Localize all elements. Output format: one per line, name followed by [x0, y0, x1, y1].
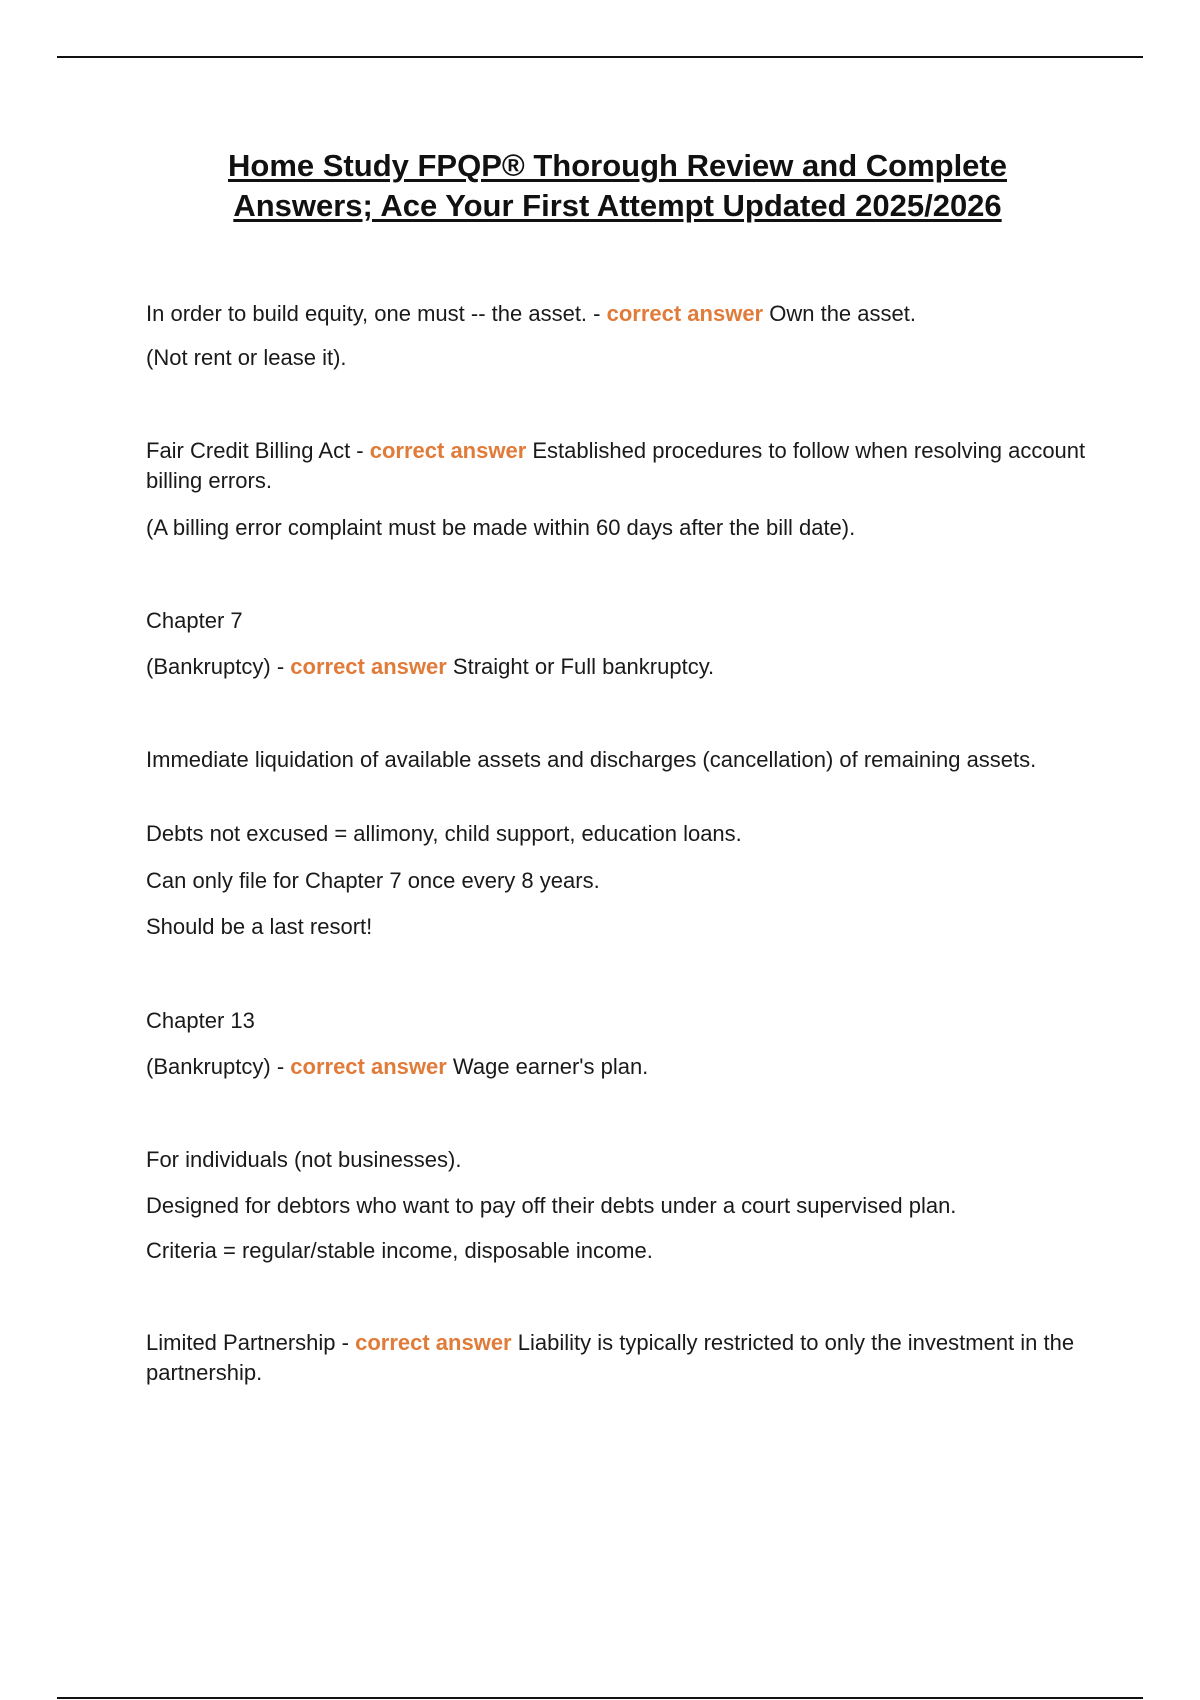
- title-line-2: Answers; Ace Your First Attempt Updated 2025/2026: [233, 188, 1002, 223]
- detail-chapter-7-1: Immediate liquidation of available assets and discharges (cancellation) of remaining assets.: [146, 747, 1037, 772]
- qa-chapter-7: [146, 652, 1106, 682]
- detail-chapter-7-4: Should be a last resort!: [146, 914, 373, 939]
- answer-text: Liability is typically restricted to only the investment in the partnership.: [146, 1330, 1075, 1385]
- answer-text: Straight or Full bankruptcy.: [446, 654, 715, 679]
- correct-answer-label: correct answer: [606, 301, 764, 326]
- correct-answer-label: correct answer: [290, 1054, 447, 1079]
- title-line-1: Home Study FPQP® Thorough Review and Complete: [228, 148, 1007, 183]
- correct-answer-label: correct answer: [290, 654, 447, 679]
- question-text: (Bankruptcy) -: [146, 1054, 291, 1079]
- detail-chapter-7-3: Can only file for Chapter 7 once every 8 years.: [146, 868, 600, 893]
- detail-chapter-7-2: Debts not excused = allimony, child support, education loans.: [146, 821, 742, 846]
- heading-chapter-13: Chapter 13: [146, 1008, 255, 1033]
- question-text: Fair Credit Billing Act -: [146, 438, 370, 463]
- qa-chapter-13: [146, 1052, 1106, 1082]
- qa-equity: [146, 299, 1106, 329]
- note-equity: (Not rent or lease it).: [146, 345, 347, 370]
- qa-limited-partnership: [146, 1328, 1106, 1388]
- answer-text: Own the asset.: [763, 301, 916, 326]
- correct-answer-label: correct answer: [369, 438, 527, 463]
- correct-answer-label: correct answer: [355, 1330, 512, 1355]
- detail-chapter-13-2: Designed for debtors who want to pay off their debts under a court supervised plan.: [146, 1193, 957, 1218]
- question-text: (Bankruptcy) -: [146, 654, 291, 679]
- question-text: Limited Partnership -: [146, 1330, 356, 1355]
- note-fair-credit-billing-act: (A billing error complaint must be made within 60 days after the bill date).: [146, 515, 856, 540]
- bottom-rule: [57, 1697, 1143, 1699]
- question-text: In order to build equity, one must -- the asset. -: [146, 301, 607, 326]
- top-rule: [57, 56, 1143, 58]
- qa-fair-credit-billing-act: [146, 436, 1106, 496]
- page-title: [0, 146, 1200, 226]
- detail-chapter-13-1: For individuals (not businesses).: [146, 1147, 462, 1172]
- heading-chapter-7: Chapter 7: [146, 608, 243, 633]
- detail-chapter-13-3: Criteria = regular/stable income, disposable income.: [146, 1238, 653, 1263]
- answer-text: Wage earner's plan.: [446, 1054, 649, 1079]
- answer-text: Established procedures to follow when resolving account billing errors.: [146, 438, 1086, 493]
